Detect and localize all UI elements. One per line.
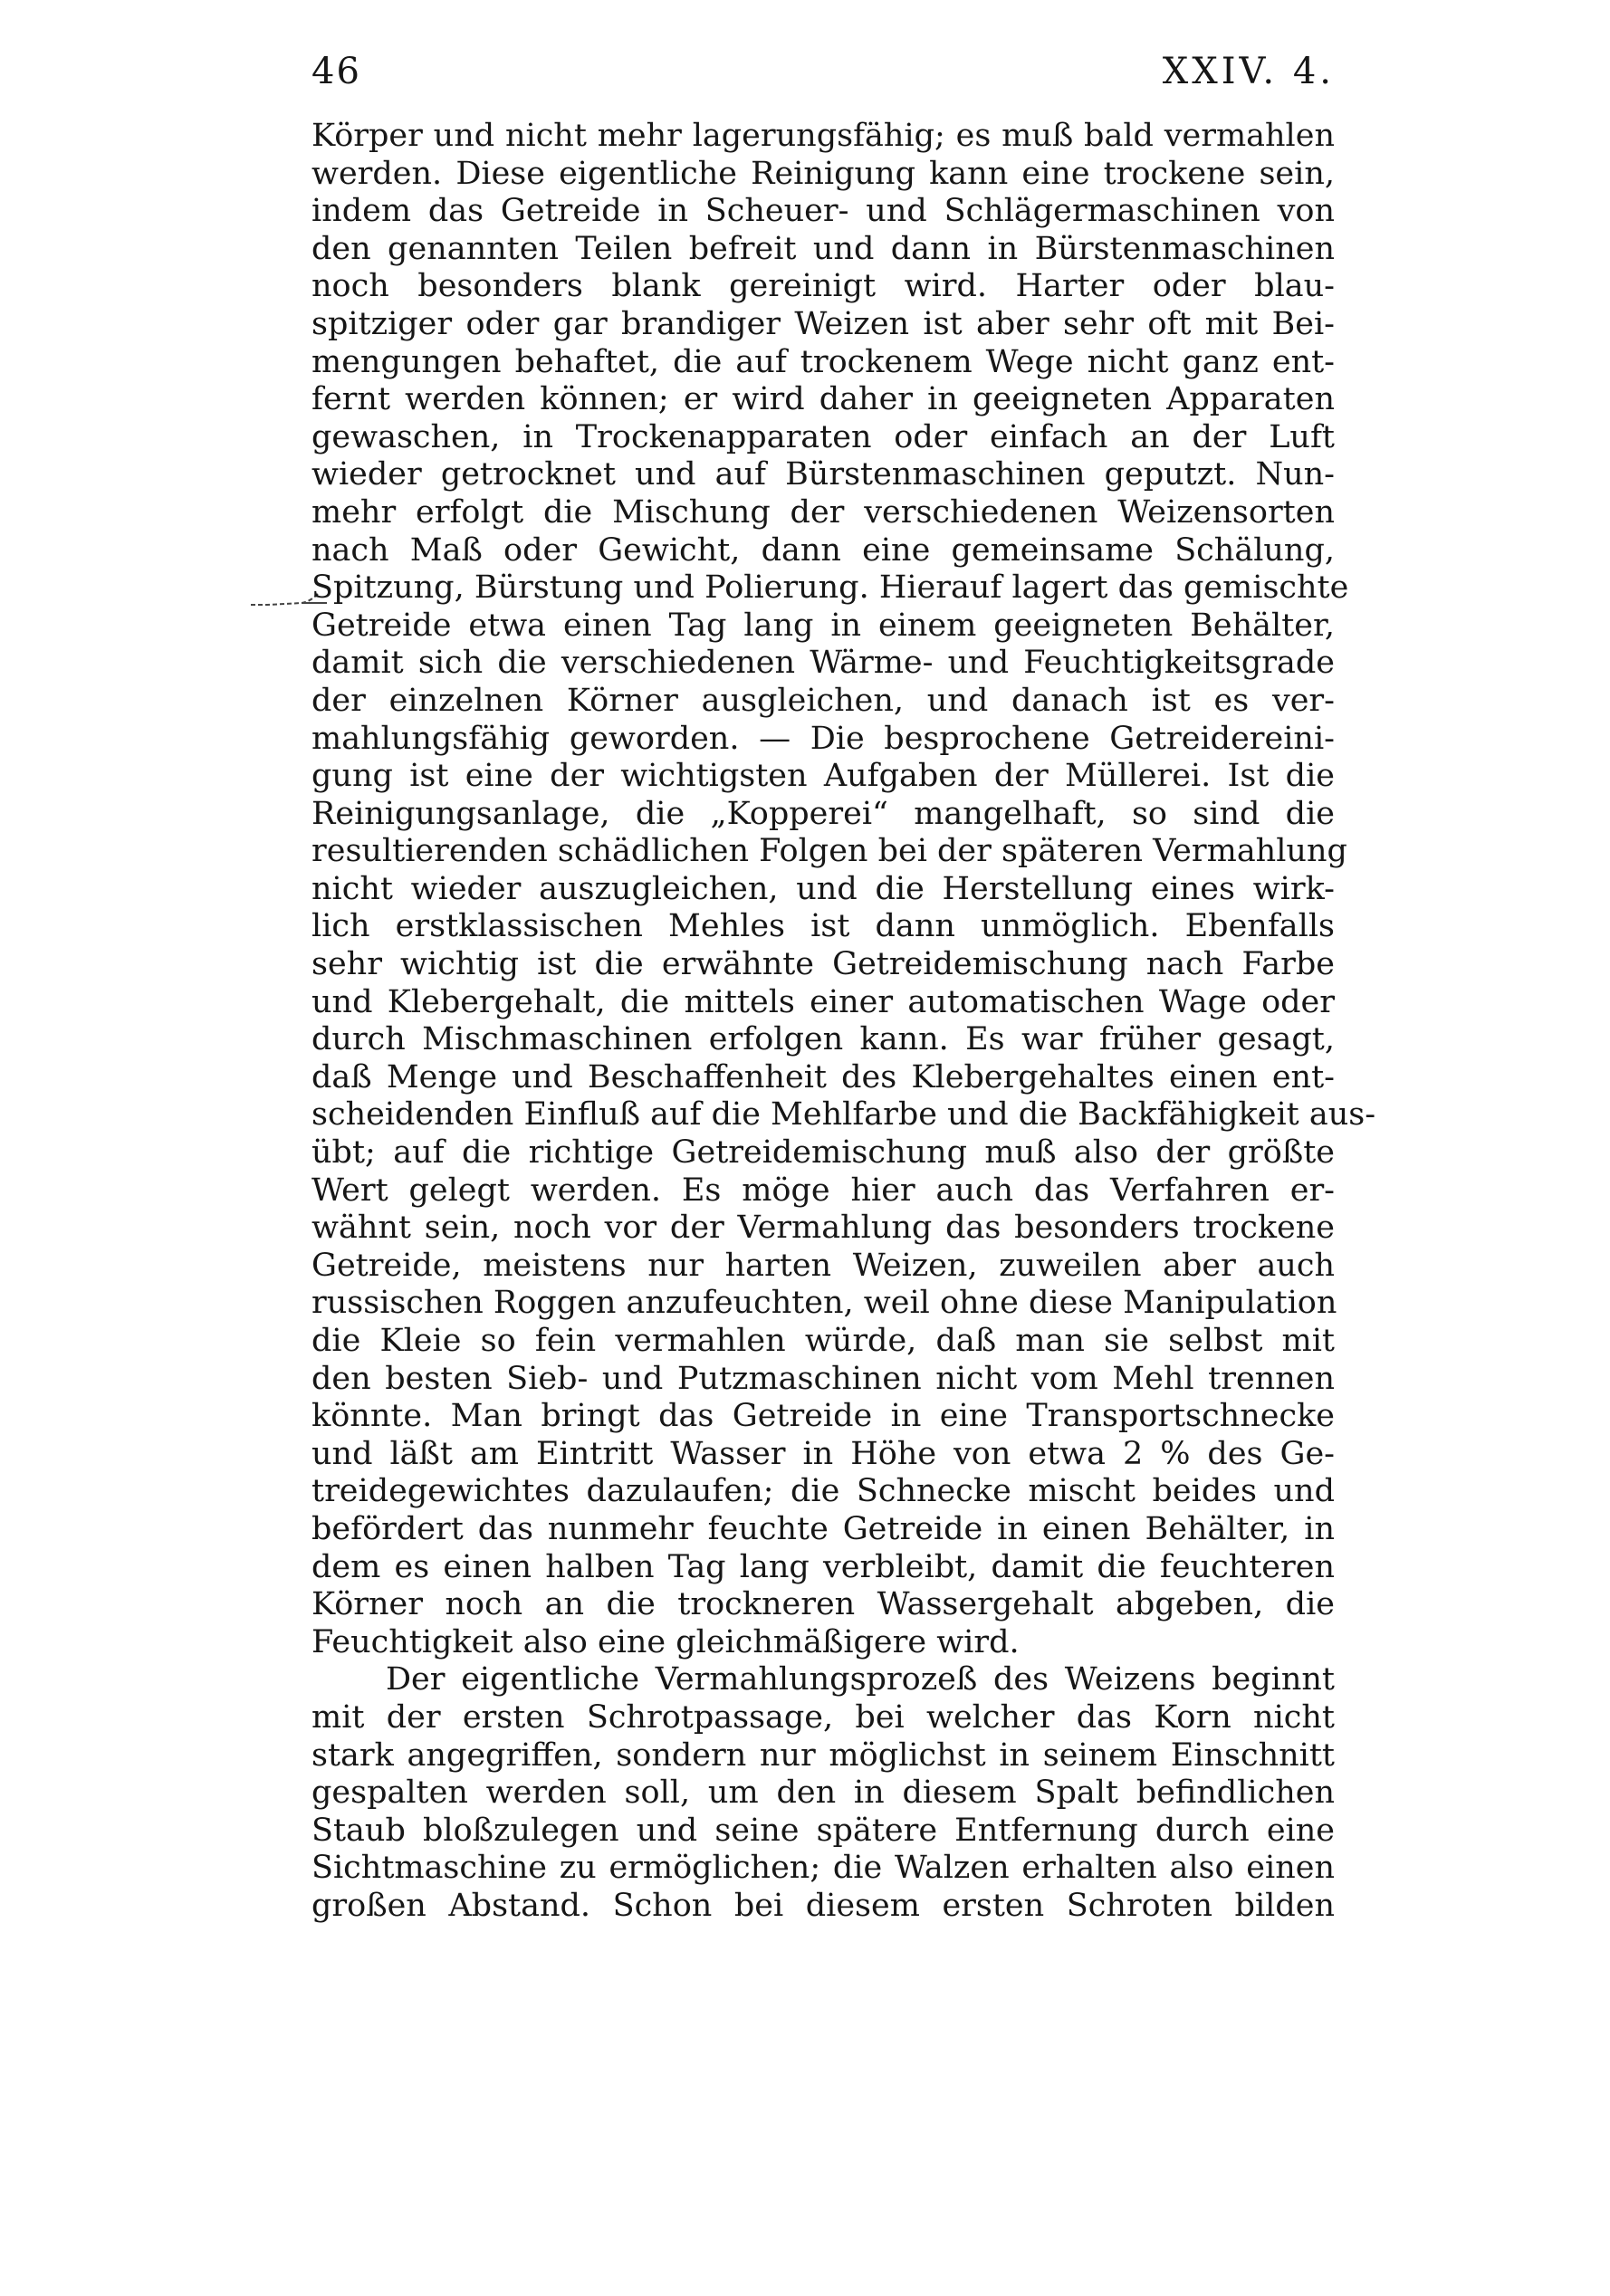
- text-line: Getreide etwa einen Tag lang in einem geeigneten Behälter,: [311, 607, 1335, 644]
- text-line: mahlungsfähig geworden. — Die besprochene Getreidereini-: [311, 720, 1335, 757]
- text-line: nicht wieder auszugleichen, und die Herstellung eines wirk-: [311, 870, 1335, 907]
- text-line: gewaschen, in Trockenapparaten oder einfach an der Luft: [311, 418, 1335, 455]
- text-line: sehr wichtig ist die erwähnte Getreidemischung nach Farbe: [311, 946, 1335, 983]
- text-line: den besten Sieb- und Putzmaschinen nicht vom Mehl trennen: [311, 1360, 1335, 1397]
- text-line: mengungen behaftet, die auf trockenem Wege nicht ganz ent-: [311, 343, 1335, 380]
- text-line: Staub bloßzulegen und seine spätere Entfernung durch eine: [311, 1812, 1335, 1849]
- text-line: gespalten werden soll, um den in diesem Spalt befindlichen: [311, 1775, 1335, 1812]
- text-line: Spitzung, Bürstung und Polierung. Hierauf lagert das gemischte: [311, 569, 1349, 607]
- text-line: durch Mischmaschinen erfolgen kann. Es war früher gesagt,: [311, 1021, 1335, 1058]
- text-line: fernt werden können; er wird daher in geeigneten Apparaten: [311, 381, 1335, 418]
- text-line: übt; auf die richtige Getreidemischung muß also der größte: [311, 1134, 1335, 1172]
- text-line: stark angegriffen, sondern nur möglichst in seinem Einschnitt: [311, 1736, 1335, 1774]
- text-line: indem das Getreide in Scheuer- und Schlägermaschinen von: [311, 193, 1335, 230]
- text-line: damit sich die verschiedenen Wärme- und Feuchtigkeitsgrade: [311, 645, 1335, 682]
- paragraph: [311, 118, 1376, 1661]
- text-line: noch besonders blank gereinigt wird. Harter oder blau-: [311, 268, 1335, 305]
- text-line: russischen Roggen anzufeuchten, weil ohne diese Manipulation: [311, 1285, 1337, 1322]
- text-line: und läßt am Eintritt Wasser in Höhe von etwa 2 % des Ge-: [311, 1435, 1335, 1472]
- text-line: spitziger oder gar brandiger Weizen ist aber sehr oft mit Bei-: [311, 305, 1335, 342]
- page-number: 46: [311, 51, 361, 92]
- text-line: dem es einen halben Tag lang verbleibt, damit die feuchteren: [311, 1548, 1335, 1585]
- text-line: großen Abstand. Schon bei diesem ersten Schroten bilden: [311, 1887, 1335, 1924]
- page-header: [311, 51, 1335, 105]
- text-line: der einzelnen Körner ausgleichen, und danach ist es ver-: [311, 682, 1335, 719]
- text-line: wieder getrocknet und auf Bürstenmaschinen geputzt. Nun-: [311, 456, 1335, 493]
- text-line: Der eigentliche Vermahlungsprozeß des Weizens beginnt: [386, 1661, 1335, 1698]
- text-line: könnte. Man bringt das Getreide in eine Transportschnecke: [311, 1398, 1335, 1435]
- text-line: Wert gelegt werden. Es möge hier auch das Verfahren er-: [311, 1172, 1335, 1209]
- paragraph: [311, 1661, 1335, 1925]
- text-line: resultierenden schädlichen Folgen bei der späteren Vermahlung: [311, 833, 1347, 870]
- text-line: treidegewichtes dazulaufen; die Schnecke mischt beides und: [311, 1473, 1335, 1510]
- text-line: Getreide, meistens nur harten Weizen, zuweilen aber auch: [311, 1247, 1335, 1284]
- text-line: befördert das nunmehr feuchte Getreide in einen Behälter, in: [311, 1510, 1335, 1547]
- text-line: Körper und nicht mehr lagerungsfähig; es muß bald vermahlen: [311, 118, 1335, 154]
- text-line: den genannten Teilen befreit und dann in Bürstenmaschinen: [311, 230, 1335, 267]
- text-line: gung ist eine der wichtigsten Aufgaben der Müllerei. Ist die: [311, 758, 1335, 795]
- text-line: lich erstklassischen Mehles ist dann unmöglich. Ebenfalls: [311, 908, 1335, 945]
- text-line: Sichtmaschine zu ermöglichen; die Walzen erhalten also einen: [311, 1850, 1335, 1887]
- text-body: [311, 118, 1376, 1926]
- text-line: mit der ersten Schrotpassage, bei welcher das Korn nicht: [311, 1698, 1335, 1736]
- text-line: Reinigungsanlage, die „Kopperei“ mangelhaft, so sind die: [311, 795, 1335, 832]
- text-line: Körner noch an die trockneren Wassergehalt abgeben, die: [311, 1586, 1335, 1623]
- text-line: werden. Diese eigentliche Reinigung kann eine trockene sein,: [311, 155, 1335, 192]
- text-line: und Klebergehalt, die mittels einer automatischen Wage oder: [311, 983, 1335, 1020]
- text-line: mehr erfolgt die Mischung der verschiedenen Weizensorten: [311, 493, 1335, 531]
- text-line: daß Menge und Beschaffenheit des Klebergehaltes einen ent-: [311, 1058, 1335, 1095]
- text-line: Feuchtigkeit also eine gleichmäßigere wird.: [311, 1623, 1020, 1660]
- text-line: die Kleie so fein vermahlen würde, daß man sie selbst mit: [311, 1323, 1335, 1359]
- text-line: scheidenden Einfluß auf die Mehlfarbe und die Backfähigkeit aus-: [311, 1096, 1376, 1134]
- text-line: nach Maß oder Gewicht, dann eine gemeinsame Schälung,: [311, 531, 1335, 569]
- text-line: wähnt sein, noch vor der Vermahlung das besonders trockene: [311, 1210, 1335, 1247]
- section-number: XXIV. 4.: [1162, 51, 1335, 92]
